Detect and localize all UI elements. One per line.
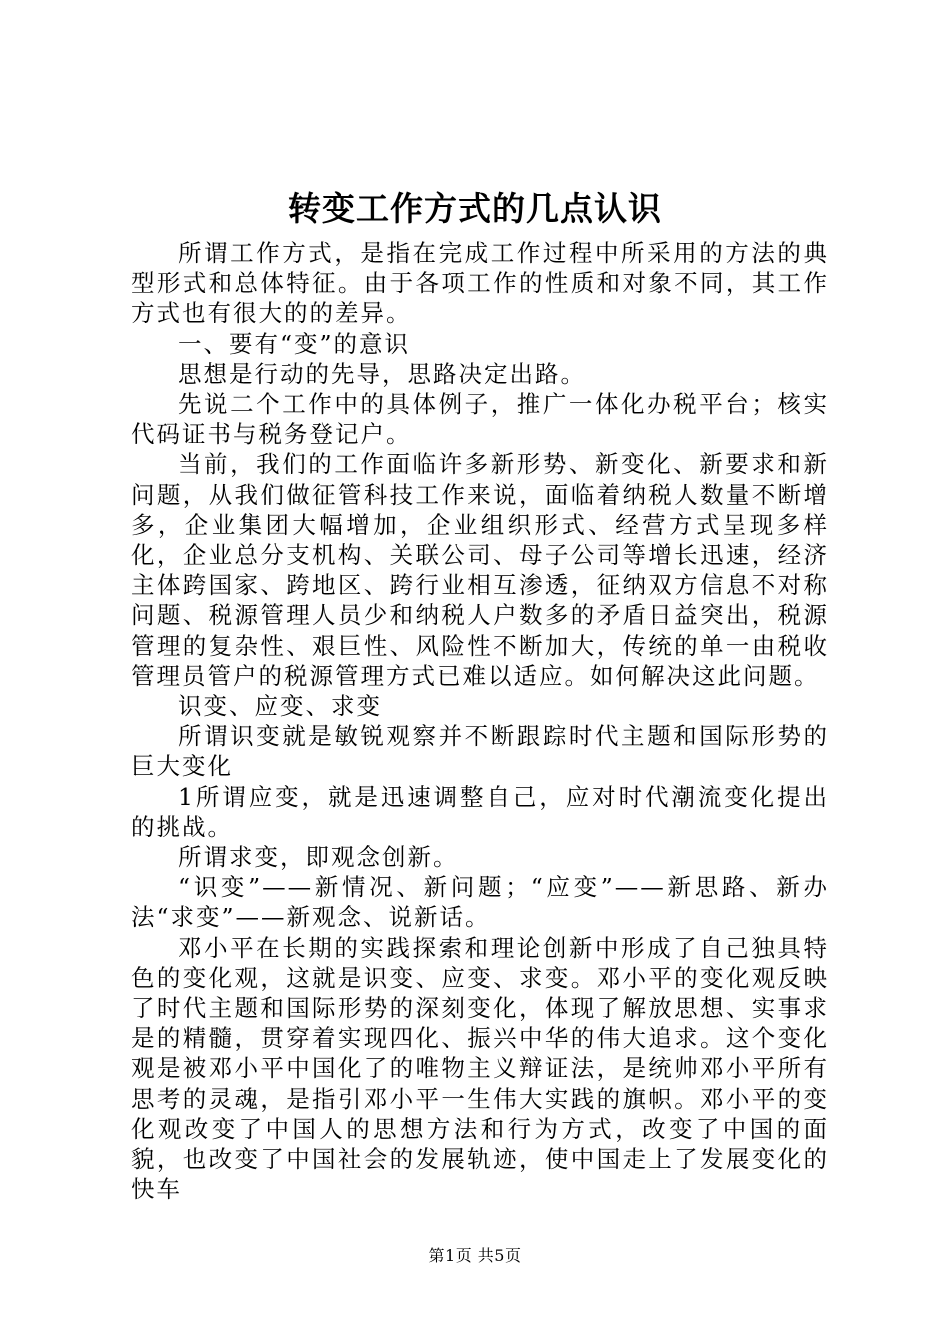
paragraph: 所谓工作方式，是指在完成工作过程中所采用的方法的典型形式和总体特征。由于各项工作的性质和对象不同，其工作方式也有很大的的差异。 [131, 239, 829, 328]
paragraph: 1所谓应变，就是迅速调整自己，应对时代潮流变化提出的挑战。 [131, 782, 829, 841]
page-number-footer: 第1页 共5页 [428, 1246, 522, 1265]
paragraph: 所谓求变，即观念创新。 [178, 843, 459, 872]
section-heading: 一、要有“变”的意识 [178, 329, 411, 358]
paragraph: 先说二个工作中的具体例子，推广一体化办税平台；核实代码证书与税务登记户。 [131, 390, 829, 449]
paragraph: 所谓识变就是敏锐观察并不断跟踪时代主题和国际形势的巨大变化 [131, 722, 829, 781]
document-body [131, 238, 829, 1205]
paragraph: 当前，我们的工作面临许多新形势、新变化、新要求和新问题，从我们做征管科技工作来说，面临着纳税人数量不断增多，企业集团大幅增加，企业组织形式、经营方式呈现多样化，企业总分支机构、关联公司、母子公司等增长迅速，经济主体跨国家、跨地区、跨行业相互渗透，征纳双方信息不对称问题、税源管理人员少和纳税人户数多的矛盾日益突出，税源管理的复杂性、艰巨性、风险性不断加大，传统的单一由税收管理员管户的税源管理方式已难以适应。如何解决这此问题。 [131, 450, 829, 690]
paragraph: 思想是行动的先导，思路决定出路。 [178, 359, 586, 388]
document-title: 转变工作方式的几点认识 [288, 189, 662, 228]
paragraph: 邓小平在长期的实践探索和理论创新中形成了自己独具特色的变化观，这就是识变、应变、求变。邓小平的变化观反映了时代主题和国际形势的深刻变化，体现了解放思想、实事求是的精髓，贯穿着实现四化、振兴中华的伟大追求。这个变化观是被邓小平中国化了的唯物主义辩证法，是统帅邓小平所有思考的灵魂，是指引邓小平一生伟大实践的旗帜。邓小平的变化观改变了中国人的思想方法和行为方式，改变了中国的面貌，也改变了中国社会的发展轨迹，使中国走上了发展变化的快车 [131, 933, 829, 1204]
paragraph: “识变”——新情况、新问题；“应变”——新思路、新办法“求变”——新观念、说新话。 [131, 873, 829, 932]
paragraph: 识变、应变、求变 [178, 692, 382, 721]
